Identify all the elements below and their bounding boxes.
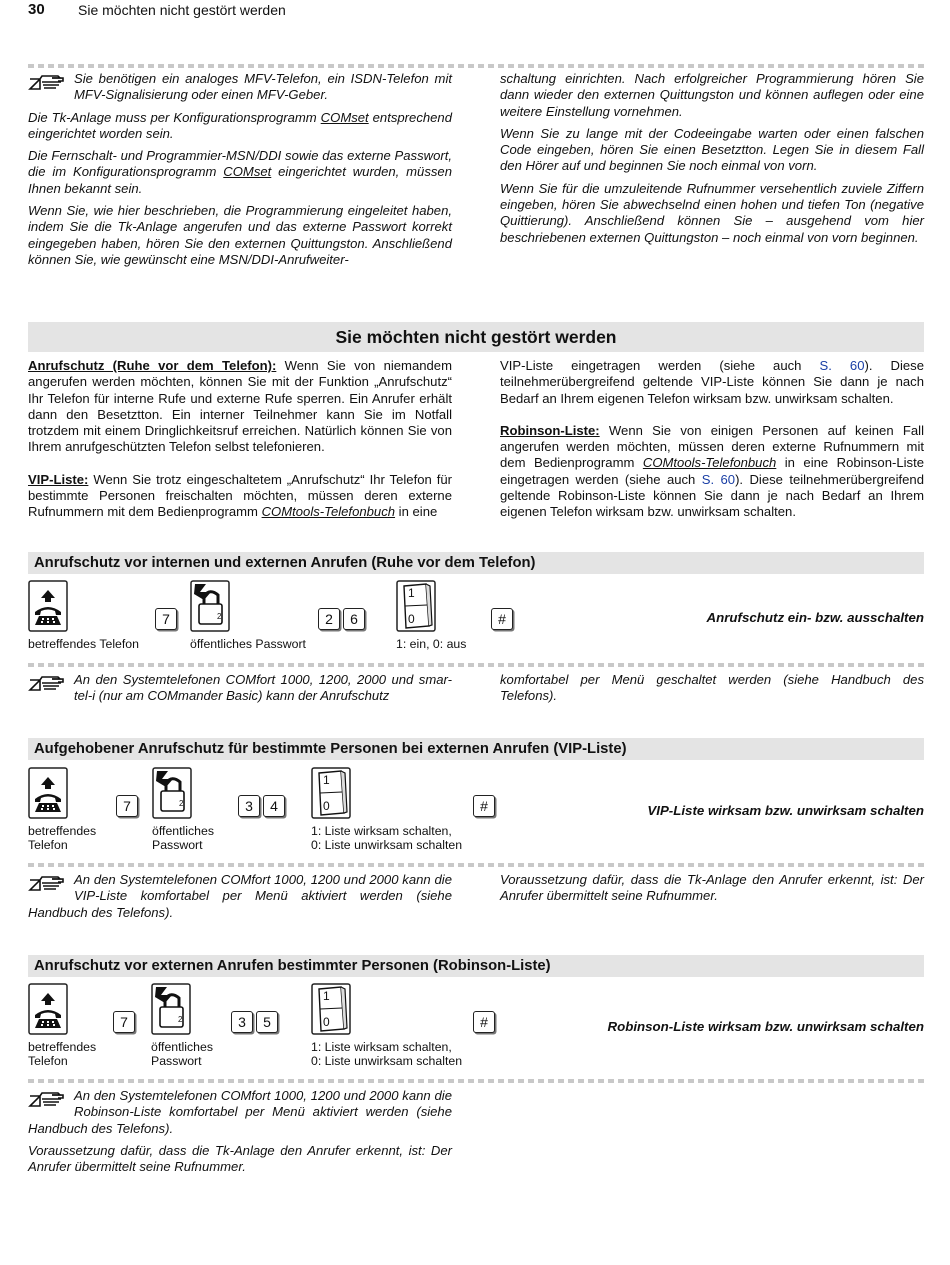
key-hash: #: [473, 1011, 495, 1033]
intro-right-column: [500, 71, 924, 252]
anrufschutz-paragraph: Anrufschutz (Ruhe vor dem Telefon): Wenn Sie von niemandem angerufen werden möchten, können Sie mit der Funktion „Anrufschutz“ Ihr Telefon für interne Rufe und externe Rufe sperren. Ein Anrufer erhält dann den Besetztton. Ein interner Teilnehmer kann Sie im Notfall trotzdem mit einem Dringlichkeitsruf erreichen. Natürlich können Sie von Ihrem anrufgeschützten Telefon selbst telefonieren.: [28, 358, 452, 455]
padlock-password-icon: [152, 767, 192, 819]
caption-phone: betreffendes Telefon: [28, 824, 97, 852]
key-7: 7: [113, 1011, 135, 1033]
section-right-column: [500, 358, 924, 527]
block2-note-left: An den Systemtelefonen COMfort 1000, 1200 und 2000 kann die VIP-Liste komfortabel per Menü aktiviert werden (siehe Handbuch des Telefons).: [28, 872, 452, 920]
on-off-switch-icon: 1 0: [396, 580, 436, 632]
caption-phone: betreffendes Telefon: [28, 637, 139, 651]
key-hash: #: [473, 795, 495, 817]
padlock-password-icon: [151, 983, 191, 1035]
block2-title: Aufgehobener Anrufschutz für bestimmte Personen bei externen Anrufen (VIP-Liste): [28, 738, 924, 760]
padlock-password-icon: [190, 580, 230, 632]
key-7: 7: [116, 795, 138, 817]
robinson-paragraph: Robinson-Liste: Wenn Sie von einigen Personen auf keinen Fall angerufen werden möchten, müssen deren externe Rufnummern mit dem Bedienprogramm COMtools-Telefonbuch in eine Robinson-Liste eingetragen werden (siehe auch S. 60). Diese teilnehmerübergreifend geltende Robinson-Liste können Sie dann je nach Bedarf an Ihrem eigenen Telefon wirksam bzw. unwirksam schalten.: [500, 422, 925, 520]
comtools-link[interactable]: COMtools-Telefonbuch: [261, 504, 396, 520]
running-header-title: Sie möchten nicht gestört werden: [78, 2, 286, 18]
key-3: 3: [231, 1011, 253, 1033]
page-60-link[interactable]: S. 60: [701, 471, 736, 487]
telephone-handset-icon: [28, 983, 68, 1035]
comset-link[interactable]: COMset: [223, 164, 272, 180]
telephone-handset-icon: [28, 580, 68, 632]
block1-note-right: komfortabel per Menü geschaltet werden (siehe Handbuch des Telefons).: [500, 672, 924, 704]
key-4: 4: [263, 795, 285, 817]
divider: [28, 1079, 924, 1083]
key-5: 5: [256, 1011, 278, 1033]
caption-switch: 1: Liste wirksam schalten, 0: Liste unwirksam schalten: [311, 824, 463, 852]
action-label: Robinson-Liste wirksam bzw. unwirksam schalten: [607, 1019, 924, 1034]
intro-right-paragraph-2: Wenn Sie zu lange mit der Codeeingabe warten oder einen falschen Code eingeben, hören Sie einen Besetztton. Legen Sie in diesem Fall den Hörer auf und beginnen Sie noch einmal von vorn.: [500, 125, 924, 174]
intro-right-paragraph-1: schaltung einrichten. Nach erfolgreicher Programmierung hören Sie dann wieder den externen Quittungston und können auflegen oder eine weitere Einstellung vornehmen.: [500, 71, 924, 119]
caption-password: öffentliches Passwort: [151, 1040, 213, 1068]
on-off-switch-icon: 1 0: [311, 983, 351, 1035]
intro-paragraph-2: Die Tk-Anlage muss per Konfigurationsprogramm COMset entsprechend eingerichtet worden sein.: [28, 109, 452, 141]
comtools-link[interactable]: COMtools-Telefonbuch: [642, 455, 777, 471]
pointing-hand-icon: [28, 71, 66, 91]
vip-paragraph: VIP-Liste: Wenn Sie trotz eingeschaltetem „Anrufschutz“ Ihr Telefon für bestimmte Personen freischalten möchten, müssen deren externe Rufnummern mit dem Bedienprogramm COMtools-Telefonbuch in eine: [28, 471, 452, 520]
divider: [28, 663, 924, 667]
divider: [28, 863, 924, 867]
section-left-column: [28, 358, 452, 527]
divider: [28, 64, 924, 68]
action-label: VIP-Liste wirksam bzw. unwirksam schalten: [647, 803, 924, 818]
caption-password: öffentliches Passwort: [190, 637, 306, 651]
page-number: 30: [28, 1, 45, 18]
section-title: Sie möchten nicht gestört werden: [28, 322, 924, 352]
pointing-hand-icon: [28, 672, 66, 692]
action-label: Anrufschutz ein- bzw. ausschalten: [706, 610, 924, 625]
block2-note-right: Voraussetzung dafür, dass die Tk-Anlage den Anrufer erkennt, ist: Der Anrufer übermittelt seine Rufnummer.: [500, 872, 924, 904]
on-off-switch-icon: 1 0: [311, 767, 351, 819]
block3-notes: An den Systemtelefonen COMfort 1000, 1200 und 2000 kann die Robinson-Liste komfortabel per Menü aktiviert werden (siehe Handbuch des Telefons). Voraussetzung dafür, dass die Tk-Anlage den Anrufer erkennt, ist: Der Anrufer übermittelt seine Rufnummer.: [28, 1088, 452, 1175]
caption-switch: 1: Liste wirksam schalten, 0: Liste unwirksam schalten: [311, 1040, 463, 1068]
caption-password: öffentliches Passwort: [152, 824, 214, 852]
key-3: 3: [238, 795, 260, 817]
telephone-handset-icon: [28, 767, 68, 819]
intro-right-paragraph-3: Wenn Sie für die umzuleitende Rufnummer versehentlich zuviele Ziffern eingeben, hören Sie abwechselnd einen hohen und tiefen Ton (negative Quittierung). Anschließend können Sie – ausgehend vom hier beschriebenen externen Quittungston – noch einmal von vorn beginnen.: [500, 180, 924, 245]
caption-switch: 1: ein, 0: aus: [396, 637, 467, 651]
intro-left-column: [28, 71, 452, 274]
comset-link[interactable]: COMset: [320, 109, 369, 125]
block3-title: Anrufschutz vor externen Anrufen bestimmter Personen (Robinson-Liste): [28, 955, 924, 977]
pointing-hand-icon: [28, 872, 66, 892]
key-6: 6: [343, 608, 365, 630]
page-60-link[interactable]: S. 60: [819, 358, 865, 373]
intro-paragraph-4: Wenn Sie, wie hier beschrieben, die Programmierung eingeleitet haben, indem Sie die Tk-Anlage angerufen und das externe Passwort korrekt eingegeben haben, hören Sie den externen Quittungston. Anschließend können Sie, wie gewünscht eine MSN/DDI-Anrufweiter-: [28, 203, 452, 267]
caption-phone: betreffendes Telefon: [28, 1040, 97, 1068]
intro-note: Sie benötigen ein analoges MFV-Telefon, ein ISDN-Telefon mit MFV-Signalisierung oder einen MFV-Geber.: [28, 71, 452, 104]
block1-note-left: An den Systemtelefonen COMfort 1000, 1200, 2000 und smar-tel-i (nur am COMmander Basic) kann der Anrufschutz: [28, 672, 452, 711]
key-7: 7: [155, 608, 177, 630]
block1-title: Anrufschutz vor internen und externen Anrufen (Ruhe vor dem Telefon): [28, 552, 924, 574]
intro-paragraph-3: Die Fernschalt- und Programmier-MSN/DDI sowie das externe Passwort, die im Konfigurationsprogramm COMset eingerichtet wurden, müssen Ihnen bekannt sein.: [28, 148, 452, 196]
pointing-hand-icon: [28, 1088, 66, 1108]
key-2: 2: [318, 608, 340, 630]
key-hash: #: [491, 608, 513, 630]
vip-continued-paragraph: VIP-Liste eingetragen werden (siehe auch S. 60). Diese teilnehmerübergreifend geltende VIP-Liste können Sie dann je nach Bedarf an Ihrem eigenen Telefon wirksam bzw. unwirksam schalten.: [500, 358, 924, 406]
